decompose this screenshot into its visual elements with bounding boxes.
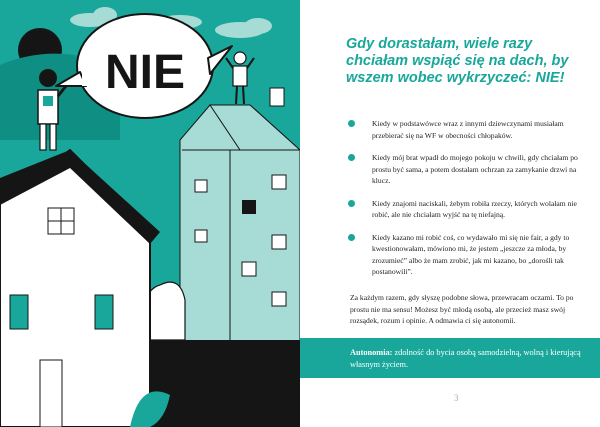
page-number: 3 (454, 393, 459, 403)
bullet-dot-icon (348, 234, 355, 241)
bullet-dot-icon (348, 200, 355, 207)
bullet-list (350, 118, 586, 289)
list-item (350, 198, 586, 221)
speech-bubble-text: NIE (104, 46, 186, 99)
body-paragraph: Za każdym razem, gdy słyszę podobne słowa, przewracam oczami. To po prostu nie ma sensu! Możesz być młodą osobą, ale przecież masz swój rozsądek, rozum i opinie. A odmawia ci się autonomii. (350, 293, 574, 325)
bullet-dot-icon (348, 120, 355, 127)
list-item (350, 118, 586, 141)
definition-band (300, 338, 600, 378)
list-item-text: Kiedy kazano mi robić coś, co wydawało mi się nie fair, a gdy to kwestionowałam, mówiono mi, że jestem „jeszcze za młoda, by zrozumieć” albo że mam zrobić, jak mi kazano, bo „dorośli tak postanowili”. (372, 232, 570, 276)
definition-body: zdolność do bycia osobą samodzielną, wolną i kierującą własnym życiem. (350, 348, 581, 369)
list-item (350, 232, 586, 278)
list-item-text: Kiedy znajomi naciskali, żebym robiła rzeczy, których wolałam nie robić, ale nie chciałam wyjść na tę niefajną. (372, 198, 577, 219)
text-page (300, 0, 600, 427)
definition-text (350, 347, 590, 371)
page-title: Gdy dorastałam, wiele razy chciałam wspiąć się na dach, by wszem wobec wykrzyczeć: NIE! (346, 36, 569, 86)
list-item-text: Kiedy w podstawówce wraz z innymi dziewczynami musiałam przebierać się na WF w obecności chłopaków. (372, 119, 564, 140)
list-item (350, 152, 586, 187)
list-item-text: Kiedy mój brat wpadł do mojego pokoju w chwili, gdy chciałam po prostu być sama, a potem dostałam ochrzan za zamykanie drzwi na klucz. (372, 153, 578, 185)
bullet-dot-icon (348, 154, 355, 161)
definition-term: Autonomia: (350, 348, 393, 357)
